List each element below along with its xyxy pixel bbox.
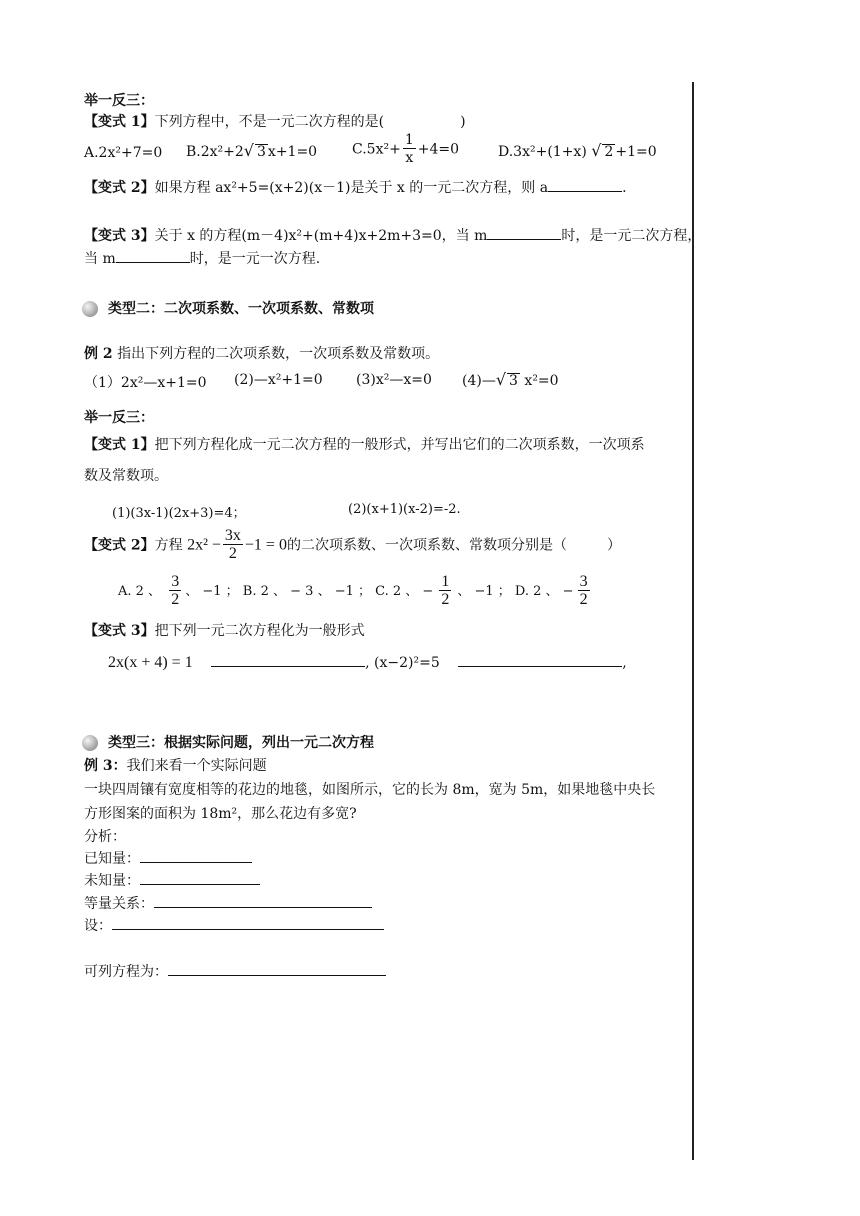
question-text: 当 m [84, 251, 116, 267]
question-text: 把下列一元二次方程化为一般形式 [154, 623, 365, 639]
answer-blank[interactable] [458, 652, 622, 667]
item-4-post: x²=0 [524, 373, 559, 389]
variant-1-eq1: (1)(3x-1)(2x+3)=4； [112, 506, 246, 521]
option-b-pre: B.2x²+2 [186, 144, 244, 160]
example-text: 指出下列方程的二次项系数，一次项系数及常数项。 [117, 346, 440, 362]
option-b-post: x+1=0 [267, 144, 318, 160]
heading-practice-1: 举一反三： [84, 93, 154, 109]
option-c [352, 132, 459, 167]
section-title-text: 类型二：二次项系数、一次项系数、常数项 [108, 301, 374, 317]
variant-label: 【变式 1】 [84, 114, 155, 130]
unknown-row [84, 870, 260, 890]
example-2 [84, 343, 439, 363]
equation-part-a: 2x² − [187, 536, 221, 554]
variant-label: 【变式 2】 [84, 180, 155, 196]
option-d-pre: D.3x²+(1+x) [498, 144, 587, 160]
variant-label: 【变式 3】 [84, 623, 155, 639]
section-title-text: 类型三：根据实际问题，列出一元二次方程 [108, 735, 374, 751]
equation-blank[interactable] [168, 961, 386, 976]
let-label: 设： [84, 918, 112, 934]
question-text: 下列方程中，不是一元二次方程的是( [154, 114, 385, 130]
let-row [84, 915, 384, 935]
item-4-pre: (4)— [462, 373, 496, 389]
variant-3-question-b [84, 620, 365, 640]
bullet-icon [82, 735, 98, 751]
example-2-item-1: （1）2x²—x+1=0 [84, 375, 207, 391]
option-d-den: 2 [579, 591, 588, 608]
variant-label: 【变式 2】 [84, 537, 155, 554]
unknown-label: 未知量： [84, 873, 140, 889]
let-blank[interactable] [112, 915, 384, 930]
problem-line-1: 一块四周镶有宽度相等的花边的地毯，如图所示，它的长为 8m，宽为 5m，如果地毯中央长 [84, 782, 656, 798]
variant-3-equations [108, 652, 627, 672]
answer-blank[interactable] [211, 652, 365, 667]
variant-2-question-b [84, 528, 621, 563]
example-label: 例 2 [84, 346, 113, 362]
relation-label: 等量关系： [84, 896, 154, 912]
answer-blank[interactable] [548, 177, 622, 192]
variant-1-eq2: (2)(x+1)(x-2)=-2. [348, 502, 461, 517]
option-c-denominator: x [405, 150, 414, 166]
equation-2: , (x−2)²=5 [365, 655, 440, 671]
option-a-pre: A. 2 、 [118, 584, 162, 599]
example-2-item-3: (3)x²—x=0 [356, 372, 432, 388]
known-row [84, 848, 252, 868]
question-text-cont: 时，是一元二次方程， [561, 228, 702, 244]
bullet-icon [82, 301, 98, 317]
variant-1-question [84, 111, 466, 131]
equation-end: , [622, 655, 627, 671]
option-d: D.3x²+(1+x) √ 2 +1=0 [498, 141, 657, 160]
option-a-post: 、 −1 ； [185, 584, 239, 599]
variant-3-line1 [84, 225, 701, 245]
example-2-item-4: (4)—√ 3 x²=0 [462, 370, 559, 389]
known-label: 已知量： [84, 851, 140, 867]
option-c-numerator: 1 [404, 132, 414, 148]
relation-row [84, 893, 372, 913]
analysis-label: 分析： [84, 829, 126, 845]
question-text: 如果方程 ax²+5=(x+2)(x－1)是关于 x 的一元二次方程，则 a [154, 180, 549, 196]
example-label: 例 3： [84, 758, 127, 774]
variant-label: 【变式 1】 [84, 437, 155, 453]
example-3 [84, 755, 267, 775]
section-2-title [82, 298, 374, 318]
equation-label: 可列方程为： [84, 964, 168, 980]
option-d-post: +1=0 [615, 144, 657, 160]
option-a-den: 2 [171, 591, 180, 608]
relation-blank[interactable] [154, 893, 372, 908]
question-text-cont: 时，是一元一次方程. [189, 251, 321, 267]
question-text: 方程 [154, 537, 183, 554]
option-a: A.2x²+7=0 [84, 145, 163, 161]
option-c-pre: C. 2 、 − [375, 584, 434, 599]
variant-1-line1 [84, 431, 645, 459]
question-close: ) [460, 114, 466, 130]
question-close: ） [606, 537, 621, 554]
problem-line-2: 方形图案的面积为 18m²，那么花边有多宽? [84, 806, 357, 822]
equation-1: 2x(x + 4) = 1 [108, 654, 193, 671]
equation-numerator: 3x [224, 527, 241, 544]
example-text: 我们来看一个实际问题 [126, 758, 267, 774]
option-c-post: +4=0 [417, 141, 460, 158]
answer-blank[interactable] [487, 225, 561, 240]
answer-blank[interactable] [116, 248, 190, 263]
unknown-blank[interactable] [140, 870, 260, 885]
option-c-pre: C.5x²+ [352, 141, 401, 158]
option-a-num: 3 [171, 573, 180, 590]
known-blank[interactable] [140, 848, 252, 863]
variant-label: 【变式 3】 [84, 228, 155, 244]
question-text-cont: 的二次项系数、一次项系数、常数项分别是（ [286, 537, 567, 554]
equation-row [84, 961, 386, 981]
equation-denominator: 2 [228, 545, 237, 562]
option-b: B. 2 、 − 3 、 −1 ； [242, 584, 371, 599]
variant-3-line2 [84, 248, 320, 268]
equation-part-b: −1 = 0 [244, 536, 287, 554]
option-c-post: 、 −1 ； [457, 584, 511, 599]
section-3-title [82, 732, 374, 752]
question-text: 把下列方程化成一元二次方程的一般形式，并写出它们的二次项系数，一次项系 [154, 437, 645, 453]
item-4-radicand: 3 [509, 373, 518, 389]
question-text: 关于 x 的方程(m－4)x²+(m+4)x+2m+3=0，当 m [154, 228, 488, 244]
example-2-item-2: (2)—x²+1=0 [234, 372, 323, 388]
variant-2-question [84, 177, 627, 197]
option-d-radicand: 2 [604, 144, 614, 160]
option-d-num: 3 [579, 573, 588, 590]
option-c-num: 1 [441, 573, 450, 590]
question-end: . [622, 180, 627, 196]
heading-practice-2: 举一反三： [84, 410, 154, 426]
option-c-den: 2 [441, 591, 450, 608]
variant-1-line2: 数及常数项。 [84, 468, 168, 484]
option-b: B.2x²+2√ 3 x+1=0 [186, 141, 318, 160]
option-d-pre: D. 2 、 − [514, 584, 574, 599]
option-b-radicand: 3 [257, 144, 266, 160]
variant-2-options [118, 574, 594, 609]
